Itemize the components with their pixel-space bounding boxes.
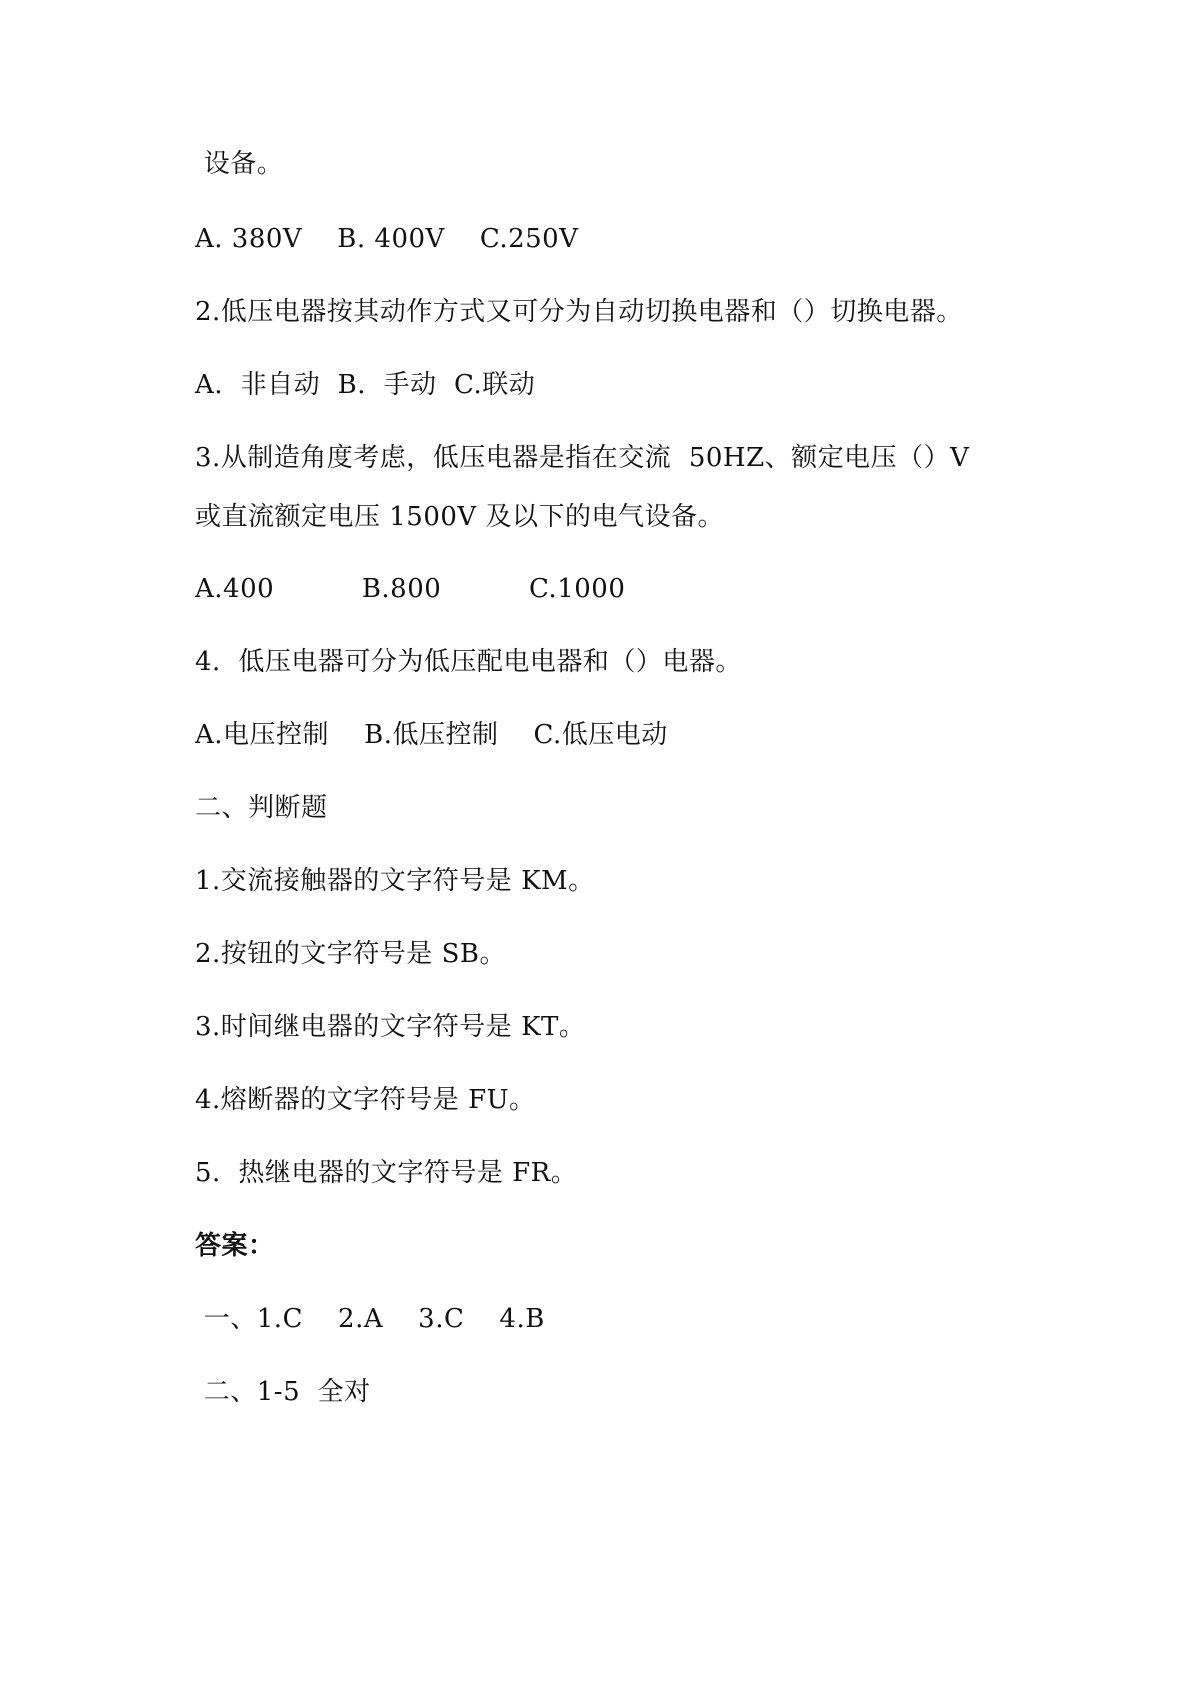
q3-text-line1: 3.从制造角度考虑，低压电器是指在交流 50HZ、额定电压（）V: [195, 443, 970, 473]
judgment-item: 3.时间继电器的文字符号是 KT。: [195, 1012, 586, 1042]
q3-text-line2: 或直流额定电压 1500V 及以下的电气设备。: [195, 502, 724, 532]
answers-line-1: 一、1.C 2.A 3.C 4.B: [195, 1304, 545, 1334]
judgment-item: 5. 热继电器的文字符号是 FR。: [195, 1158, 578, 1188]
q2-text: 2.低压电器按其动作方式又可分为自动切换电器和（）切换电器。: [195, 297, 963, 327]
q4-options: A.电压控制 B.低压控制 C.低压电动: [195, 720, 668, 750]
judgment-item: 4.熔断器的文字符号是 FU。: [195, 1085, 536, 1115]
judgment-item: 2.按钮的文字符号是 SB。: [195, 939, 506, 969]
answers-heading: 答案：: [195, 1231, 275, 1261]
q1-options: A. 380V B. 400V C.250V: [195, 224, 579, 254]
q3-options: A.400 B.800 C.1000: [195, 574, 626, 604]
continuation-text: 设备。: [195, 149, 284, 179]
q4-text: 4. 低压电器可分为低压配电电器和（）电器。: [195, 647, 742, 677]
answers-line-2: 二、1-5 全对: [195, 1377, 371, 1407]
q2-options: A. 非自动 B. 手动 C.联动: [195, 370, 536, 400]
judgment-heading: 二、判断题: [195, 793, 328, 823]
judgment-item: 1.交流接触器的文字符号是 KM。: [195, 866, 595, 896]
